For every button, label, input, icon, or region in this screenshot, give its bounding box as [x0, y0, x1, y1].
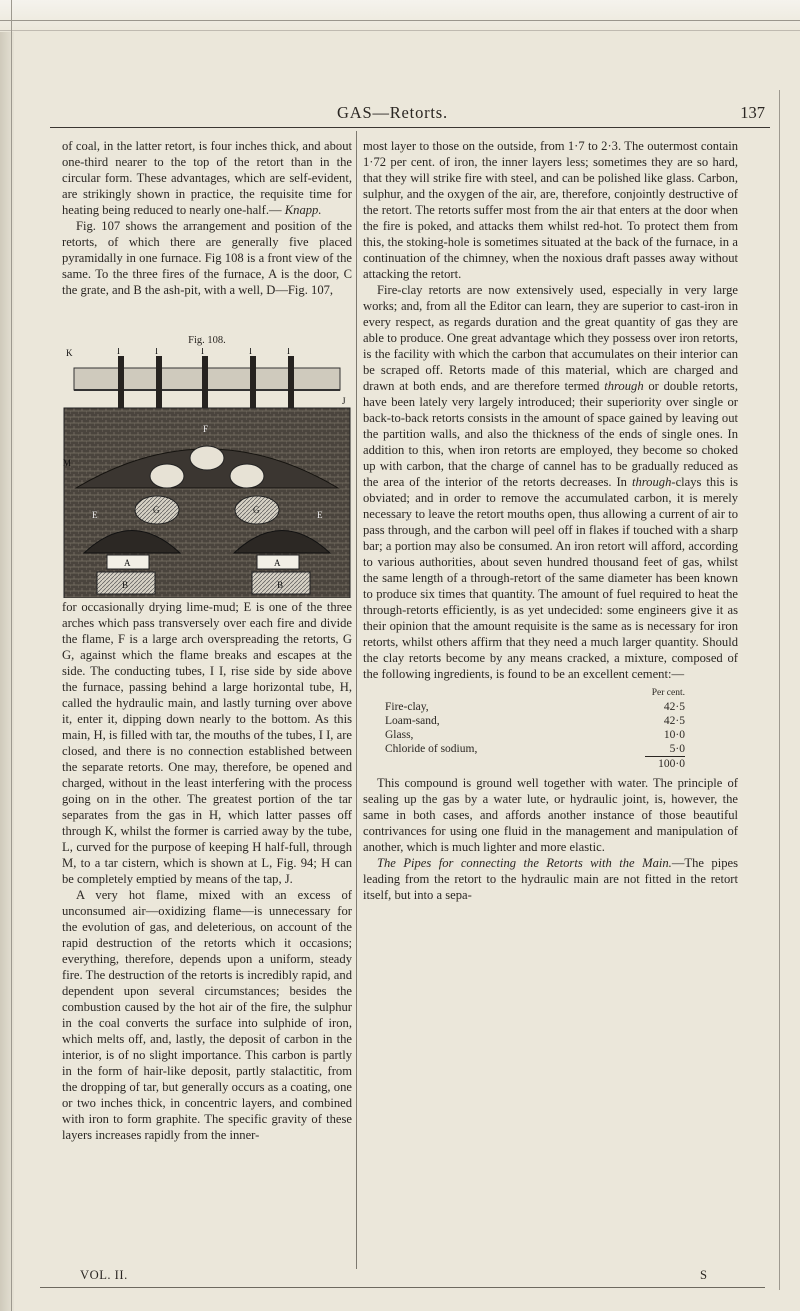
figure-label: J — [342, 396, 346, 406]
text-run: -clays this is obviated; and in order to remove the accumulated carbon, it is merely necessary to leave the retort mouths open, thus allowing a current of air to pass through, and the carbon will peel off in flakes if touched with a sharp bar; a portion may also be consumed. An iron retort will afford, according to various authorities, about seven hundred thousand feet of gas, whilst the same length of a through-retort of the same diameter has been known to produce six times that quantity. The amount of fuel required to heat the through-retorts efficiently, is as yet undecided: some engineers give it as their opinion that the amount requisite is the same as is necessary for iron retorts, whilst others affirm that they need a much larger quantity. Should the clay retorts become by any means cracked, a mixture, composed of the following ingredients, is found to be an excellent cement:— — [363, 475, 738, 681]
paragraph: This compound is ground well together with water. The principle of sealing up the gas by a water lute, or hydraulic joint, is, however, the same in both cases, and affords another instance of those beautiful contrivances for using one fluid in the management and manipulation of another, which is much lighter and more elastic. — [363, 776, 738, 854]
scan-line — [0, 30, 800, 31]
paragraph — [363, 855, 738, 903]
header-rule — [50, 127, 770, 128]
scan-margin — [0, 0, 800, 32]
figure-label: A — [124, 558, 131, 568]
figure-label: E — [317, 510, 323, 520]
figure-label: A — [274, 558, 281, 568]
table-unit: Per cent. — [651, 688, 685, 698]
left-column-bottom — [62, 599, 352, 1264]
table-total: 100·0 — [385, 757, 685, 772]
scan-line — [779, 90, 780, 1290]
figure-label: I — [249, 348, 252, 356]
signature-mark: S — [700, 1268, 708, 1282]
column-rule — [356, 131, 357, 1269]
running-head-title: GAS—Retorts. — [337, 103, 448, 122]
figure-label: G — [253, 505, 260, 515]
figure-label: I — [287, 348, 290, 356]
figure-caption: Fig. 108. — [188, 335, 226, 346]
figure-label: B — [277, 580, 284, 590]
italic-term: through — [631, 475, 672, 489]
figure-label: B — [122, 580, 129, 590]
scan-line — [0, 20, 800, 21]
paragraph — [363, 282, 738, 682]
furnace-figure — [62, 348, 352, 598]
running-head — [20, 103, 765, 129]
left-column-top — [62, 138, 352, 332]
page-number: 137 — [740, 103, 765, 122]
figure-label: M — [63, 458, 72, 468]
figure-label: F — [203, 424, 209, 434]
text-run: or double retorts, have been lately very largely introduced; their superiority over single or back-to-back retorts consists in the amount of space gained by leaving out the partition walls, and also the thickness of the ends of single ones. In addition to this, when iron retorts are employed, they become so choked up with carbon, that the charge of cannel has to be gradually reduced as the area of the interior of the retorts decreases. In — [363, 379, 738, 489]
right-column — [363, 138, 738, 1278]
section-heading: The Pipes for connecting the Retorts with the Main. — [377, 856, 672, 870]
table-row: Glass, 10·0 — [385, 729, 685, 741]
paragraph: most layer to those on the outside, from 1·7 to 2·3. The outermost contain 1·72 per cent. of iron, the inner layers less; sometimes they are so hard, that they will strike fire with steel, and can be polished like glass. Carbon, sulphur, and the oxygen of the air, are, therefore, conjointly destructive of the retort. The retorts suffer most from the air that enters at the door when the fire is poked, and attacks them whilst red-hot. To protect them from this, the stoking-hole is sometimes situated at the back of the furnace, in a continuation of the chimney, when the noxious draft passes away without attacking the retort. — [363, 139, 738, 281]
paragraph: for occasionally drying lime-mud; E is one of the three arches which pass transversely over each fire and divide the flame, F is a large arch overspreading the retorts, G G, against which the flame breaks and escapes at the side. The conducting tubes, I I, rise side by side above the furnace, passing behind a large horizontal tube, H, called the hydraulic main, and lastly turning over above it, enter it, dipping down nearly to the bottom. As this main, H, is filled with tar, the mouths of the tubes, I I, are closed, and there is no connection established between the separate retorts. One may, therefore, be opened and charged, without in the least interfering with the process going on in the other. The greatest portion of the tar separates from the gas in H, which latter passes off through K, whilst the former is carried away by the tube, L, curved for the purpose of keeping H half-full, through M, to a tar cistern, which is shown at L, Fig. 94; H can be completely emptied by means of the tap, J. — [62, 600, 352, 886]
text-run: Fire-clay retorts are now extensively used, especially in very large works; and, from all the Editor can learn, they are superior to cast-iron in every respect, as regards duration and the great quantity of gas they are able to produce. One great advantage which they possess over iron retorts, is the facility with which the carbon that accumulates on their interior can be scraped off. Retorts made of this material, which are charged and drawn at both ends, and are therefore termed — [363, 283, 738, 393]
paragraph: of coal, in the latter retort, is four inches thick, and about one-third nearer to the top of the retort than in the circular form. These advantages, which are self-evident, are strikingly shown in practice, the requisite time for heating being reduced to nearly one-half.— — [62, 139, 352, 217]
paragraph: Fig. 107 shows the arrangement and position of the retorts, of which there are generally five placed pyramidally in one furnace. Fig 108 is a front view of the same. To the three fires of the furnace, A is the door, C the grate, and B the ash-pit, with a well, D—Fig. 107, — [62, 219, 352, 297]
italic-term: through — [604, 379, 644, 393]
cement-table — [385, 686, 685, 771]
footer-rule — [40, 1287, 765, 1288]
scan-line — [11, 0, 12, 1311]
figure-label: I — [155, 348, 158, 356]
figure-label: E — [92, 510, 98, 520]
table-row: Loam-sand, 42·5 — [385, 715, 685, 727]
text-run: —The pipes leading from the retort to the hydraulic main are not fitted in the retort itself, but into a sepa- — [363, 856, 738, 902]
paragraph: A very hot flame, mixed with an excess of unconsumed air—oxidizing flame—is unnecessary for the evolution of gas, and deleterious, on account of the rapid destruction of the retorts which it occasions; everything, therefore, depends upon a uniform, steady fire. The destruction of the retorts is incredibly rapid, and dependent upon several circumstances; besides the combustion caused by the hot air of the fire, the sulphur in the coal converts the surface into sulphide of iron, which melts off, and, lastly, the deposit of carbon in the interior, is of no slight importance. This carbon is partly in the form of hair-like deposit, partly stalactitic, from the dropping of tar, but generally occurs as a coating, one or two inches thick, in concentric layers, and combined with iron to form graphite. The specific gravity of these layers increases rapidly from the inner- — [62, 888, 352, 1142]
volume-footer: VOL. II. — [80, 1268, 128, 1282]
figure-label: G — [153, 505, 160, 515]
figure-label: I — [117, 348, 120, 356]
table-row: Chloride of sodium, 5·0 — [385, 743, 685, 756]
attribution: Knapp. — [284, 203, 322, 217]
figure-label: K — [66, 348, 73, 358]
table-row: Fire-clay, 42·5 — [385, 701, 685, 713]
figure-label: I — [201, 348, 204, 356]
